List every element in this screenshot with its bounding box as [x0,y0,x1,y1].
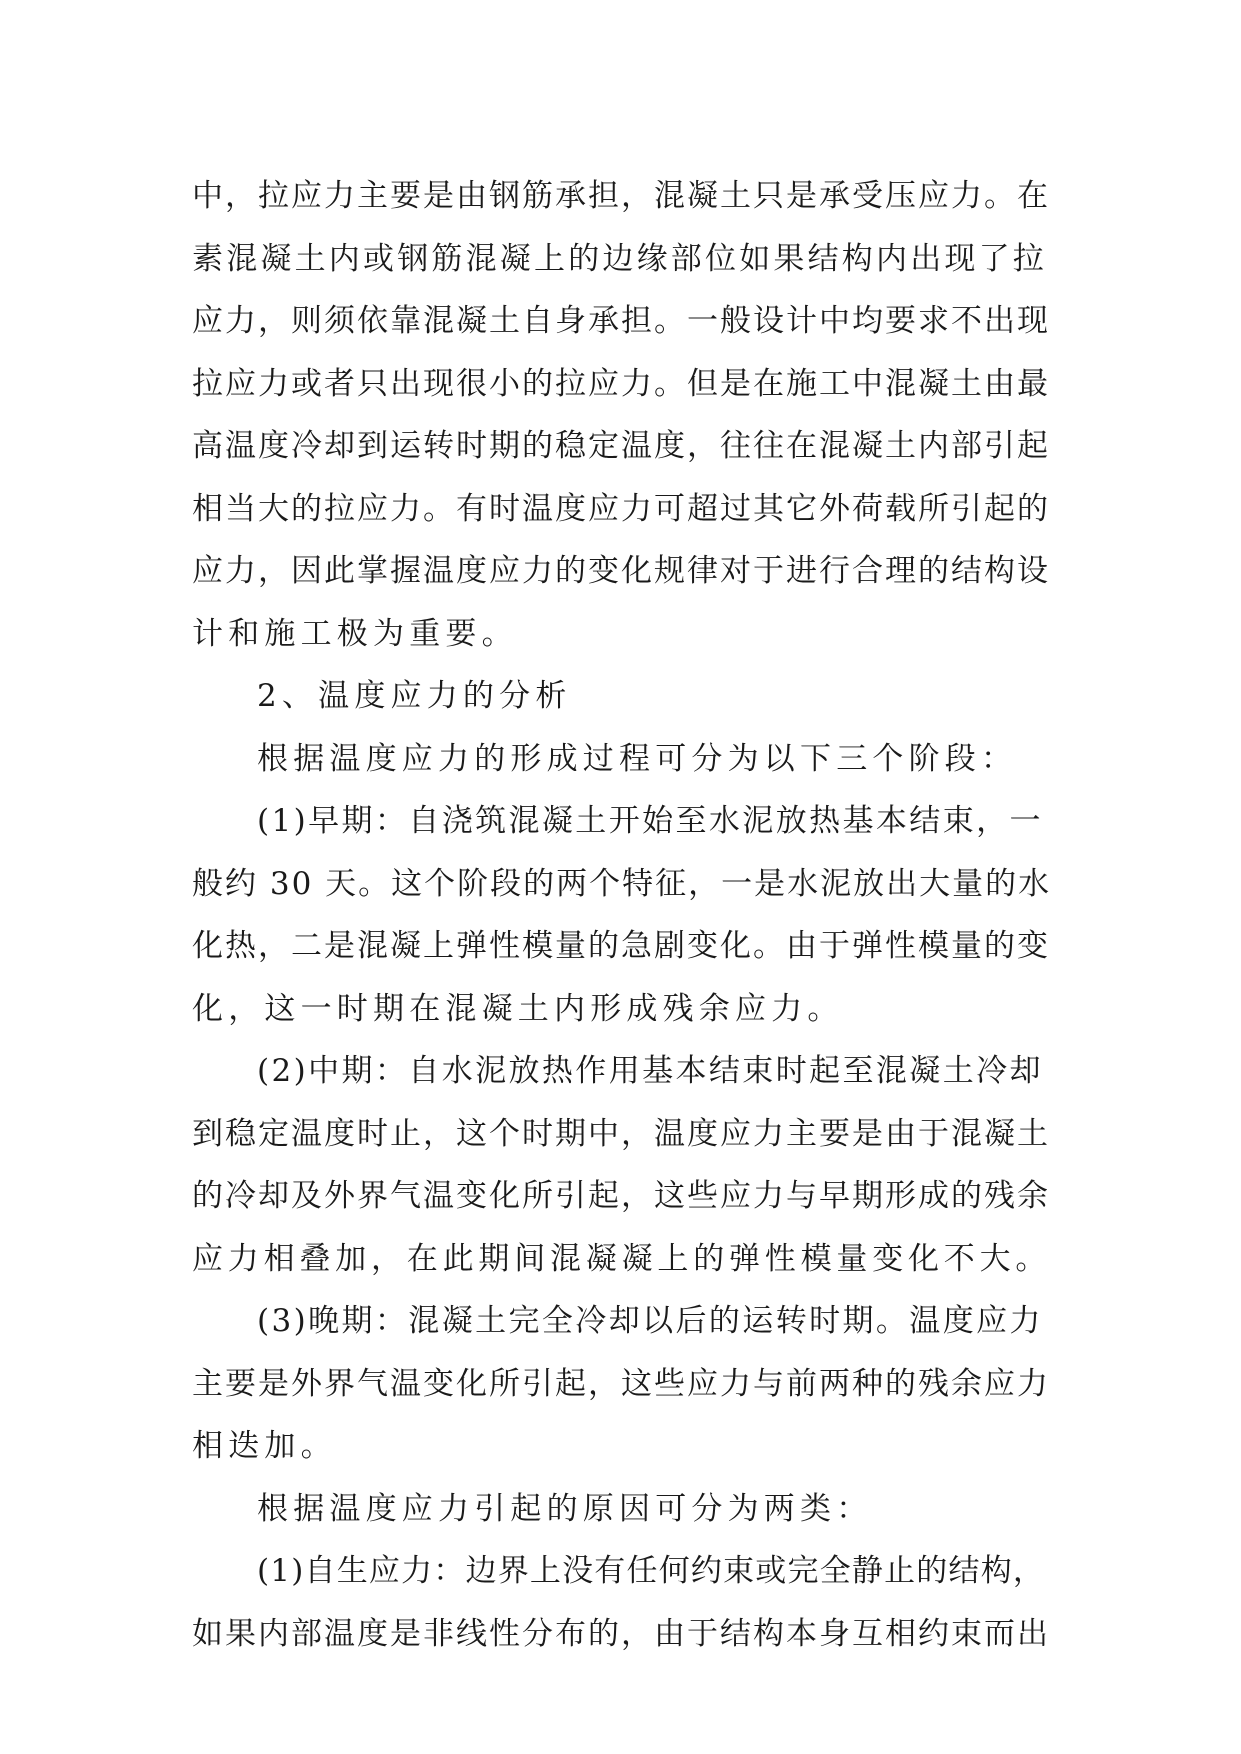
text-line: 拉应力或者只出现很小的拉应力。但是在施工中混凝土由最 [192,365,1050,402]
text-line: 主要是外界气温变化所引起，这些应力与前两种的残余应力 [192,1365,1050,1402]
text-line: 应力，因此掌握温度应力的变化规律对于进行合理的结构设 [192,553,1050,589]
text-line: 化热，二是混凝上弹性模量的急剧变化。由于弹性模量的变 [192,928,1050,964]
text-line: 般约 30 天。这个阶段的两个特征，一是水泥放出大量的水 [192,865,1052,902]
text-line: 化，这一时期在混凝土内形成残余应力。 [192,990,844,1027]
text-line: 根据温度应力引起的原因可分为两类： [257,1490,873,1527]
text-line: 计和施工极为重要。 [192,615,518,652]
text-line: 应力，则须依靠混凝土自身承担。一般设计中均要求不出现 [192,303,1050,339]
text-line: (3)晚期：混凝土完全冷却以后的运转时期。温度应力 [257,1303,1043,1339]
text-line: 素混凝土内或钢筋混凝上的边缘部位如果结构内出现了拉 [192,240,1047,277]
text-line: 相当大的拉应力。有时温度应力可超过其它外荷载所引起的 [192,490,1050,527]
text-line: (1)早期：自浇筑混凝土开始至水泥放热基本结束，一 [257,803,1043,839]
text-line: 如果内部温度是非线性分布的，由于结构本身互相约束而出 [192,1615,1050,1652]
section-heading: 2、温度应力的分析 [257,678,572,714]
text-line: 的冷却及外界气温变化所引起，这些应力与早期形成的残余 [192,1178,1050,1214]
text-line: (1)自生应力：边界上没有任何约束或完全静止的结构， [257,1553,1046,1589]
text-line: 中，拉应力主要是由钢筋承担，混凝土只是承受压应力。在 [192,178,1050,214]
body-text [192,165,1052,1665]
text-line: 到稳定温度时止，这个时期中，温度应力主要是由于混凝土 [192,1115,1050,1152]
text-line: (2)中期：自水泥放热作用基本结束时起至混凝土冷却 [257,1053,1043,1089]
text-line: 应力相叠加，在此期间混凝凝上的弹性模量变化不大。 [192,1240,1052,1277]
text-line: 相迭加。 [192,1428,337,1464]
text-line: 高温度冷却到运转时期的稳定温度，往往在混凝土内部引起 [192,428,1050,464]
text-line: 根据温度应力的形成过程可分为以下三个阶段： [257,740,1018,777]
